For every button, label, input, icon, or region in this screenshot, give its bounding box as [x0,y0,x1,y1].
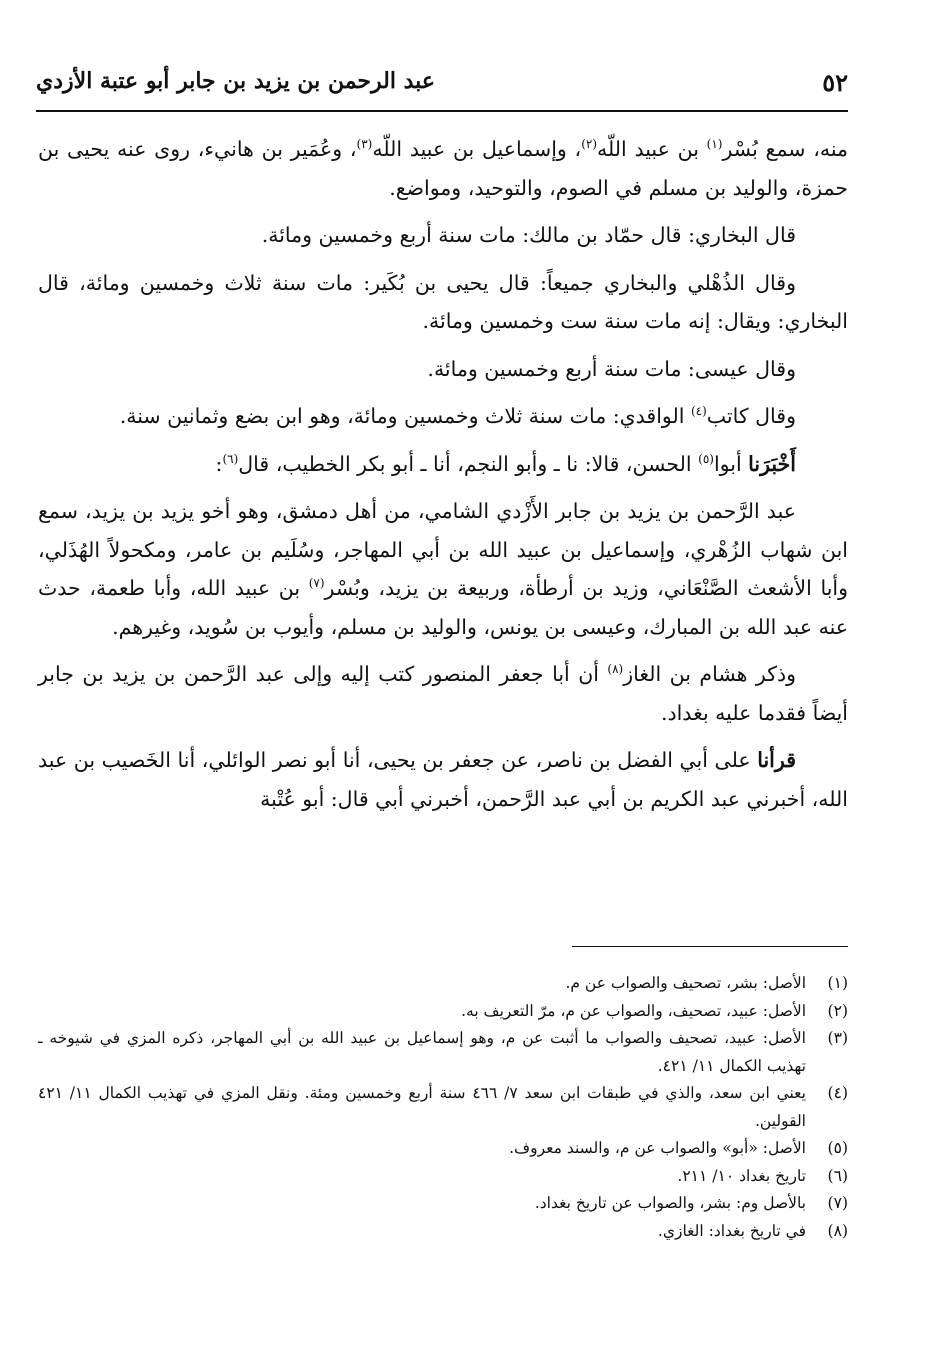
footnote [38,970,848,998]
footnote-ref-5: (٥) [698,451,714,466]
footnote-ref-3: (٣) [356,137,373,152]
footnote [38,1080,848,1135]
footnote [38,1163,848,1191]
footnote-text: الأصل: «أبو» والصواب عن م، والسند معروف. [509,1139,806,1157]
paragraph-1: منه، سمع بُسْر$^{(١)}$ بن عبيد اللّه$^{(٢)}$، وإسماعيل بن عبيد اللّه$^{(٣)}$، وعُمَير بن هانيء، روى عنه يحيى بن حمزة، والوليد بن مسلم في الصوم، والتوحيد، ومواضع. [38,137,848,200]
footnote [38,1218,848,1246]
footnote-number: (٥) [827,1139,848,1157]
isnad-lead: أَخْبَرَنا [748,451,796,476]
footnote-ref-2: (٢) [581,137,598,152]
footnote-text: يعني ابن سعد، والذي في طبقات ابن سعد ٧/ ٤٦٦ سنة أربع وخمسين ومئة. ونقل المزي في تهذيب الكمال ١١/ ٤٢١ القولين. [38,1084,806,1130]
footnote-ref-4: (٤) [690,404,707,419]
footnote-number: (٧) [827,1194,848,1212]
paragraph-4: وقال عيسى: مات سنة أربع وخمسين ومائة. [427,356,796,381]
page-header [36,66,848,106]
paragraph-3: وقال الذُهْلي والبخاري جميعاً: قال يحيى بن بُكَير: مات سنة ثلاث وخمسين ومائة، قال البخاري: ويقال: إنه مات سنة ست وخمسين ومائة. [38,270,848,333]
paragraph-5: وقال كاتب$^{(٤)}$ الواقدي: مات سنة ثلاث وخمسين ومائة، وهو ابن بضع وثمانين سنة. [119,404,796,428]
paragraph-9: قرأنا على أبي الفضل بن ناصر، عن جعفر بن يحيى، أنا أبو نصر الوائلي، أنا الخَصيب بن عبد الله، أخبرني عبد الكريم بن أبي عبد الرَّحمن، أخبرني أبي قال: أبو عُتْبة [38,748,848,811]
footnote-text: في تاريخ بغداد: الغازي. [657,1221,806,1240]
footnote-text: بالأصل وم: بشر، والصواب عن تاريخ بغداد. [534,1194,806,1212]
paragraph-7: عبد الرَّحمن بن يزيد بن جابر الأَزْدي الشامي، من أهل دمشق، وهو أخو يزيد بن يزيد، سمع ابن شهاب الزُهْري، وإسماعيل بن عبيد الله بن أبي المهاجر، وسُلَيم بن عامر، ومكحولاً الهُذَلي، وأبا الأشعث الصَّنْعَاني، وزيد بن أرطأة، وربيعة بن يزيد، وبُسْر$^{(٧)}$ بن عبيد الله، وأبا طعمة، حدث عنه عبد الله بن المبارك، وعيسى بن يونس، والوليد بن مسلم، وأيوب بن سُويد، وغيرهم. [38,499,848,639]
page-number: ٥٢ [822,68,848,97]
footnote-text: الأصل: عبيد، تصحيف، والصواب عن م، مرّ التعريف به. [461,1001,806,1020]
footnote [38,1190,848,1218]
footnotes [38,970,848,1245]
main-text [38,130,848,827]
footnote [38,998,848,1026]
paragraph-2: قال البخاري: قال حمّاد بن مالك: مات سنة أربع وخمسين ومائة. [261,223,796,247]
footnote-ref-8: (٨) [607,662,624,677]
footnote-number: (١) [827,974,848,992]
footnote [38,1135,848,1163]
paragraph-8: وذكر هشام بن الغاز$^{(٨)}$ أن أبا جعفر المنصور كتب إليه وإلى عبد الرَّحمن بن يزيد بن جابر أيضاً فقدما عليه بغداد. [38,662,848,725]
footnote-divider [572,946,848,947]
isnad-lead: قرأنا [757,748,796,772]
footnote-number: (٤) [827,1084,848,1102]
header-divider [36,110,848,112]
footnote-text: تاريخ بغداد ١٠/ ٢١١. [677,1166,806,1185]
footnote-number: (٦) [827,1166,848,1185]
footnote-ref-6: (٦) [222,451,239,466]
footnote-number: (٨) [827,1221,848,1240]
footnote-ref-7: (٧) [308,576,325,591]
footnote [38,1025,848,1080]
footnote-number: (٢) [827,1001,848,1020]
footnote-text: الأصل: عبيد، تصحيف والصواب ما أثبت عن م، وهو إسماعيل بن عبيد الله بن أبي المهاجر، ذكره المزي في شيوخه ـ تهذيب الكمال ١١/ ٤٢١. [38,1029,806,1075]
footnote-ref-1: (١) [706,137,723,152]
footnote-number: (٣) [827,1029,848,1047]
footnote-text: الأصل: بشر، تصحيف والصواب عن م. [565,974,806,992]
paragraph-6: أَخْبَرَنا أبوا$^{(٥)}$ الحسن، قالا: نا ـ وأبو النجم، أنا ـ أبو بكر الخطيب، قال$^{(٦)}$: [215,451,796,476]
running-title: عبد الرحمن بن يزيد بن جابر أبو عتبة الأزدي [36,68,435,94]
